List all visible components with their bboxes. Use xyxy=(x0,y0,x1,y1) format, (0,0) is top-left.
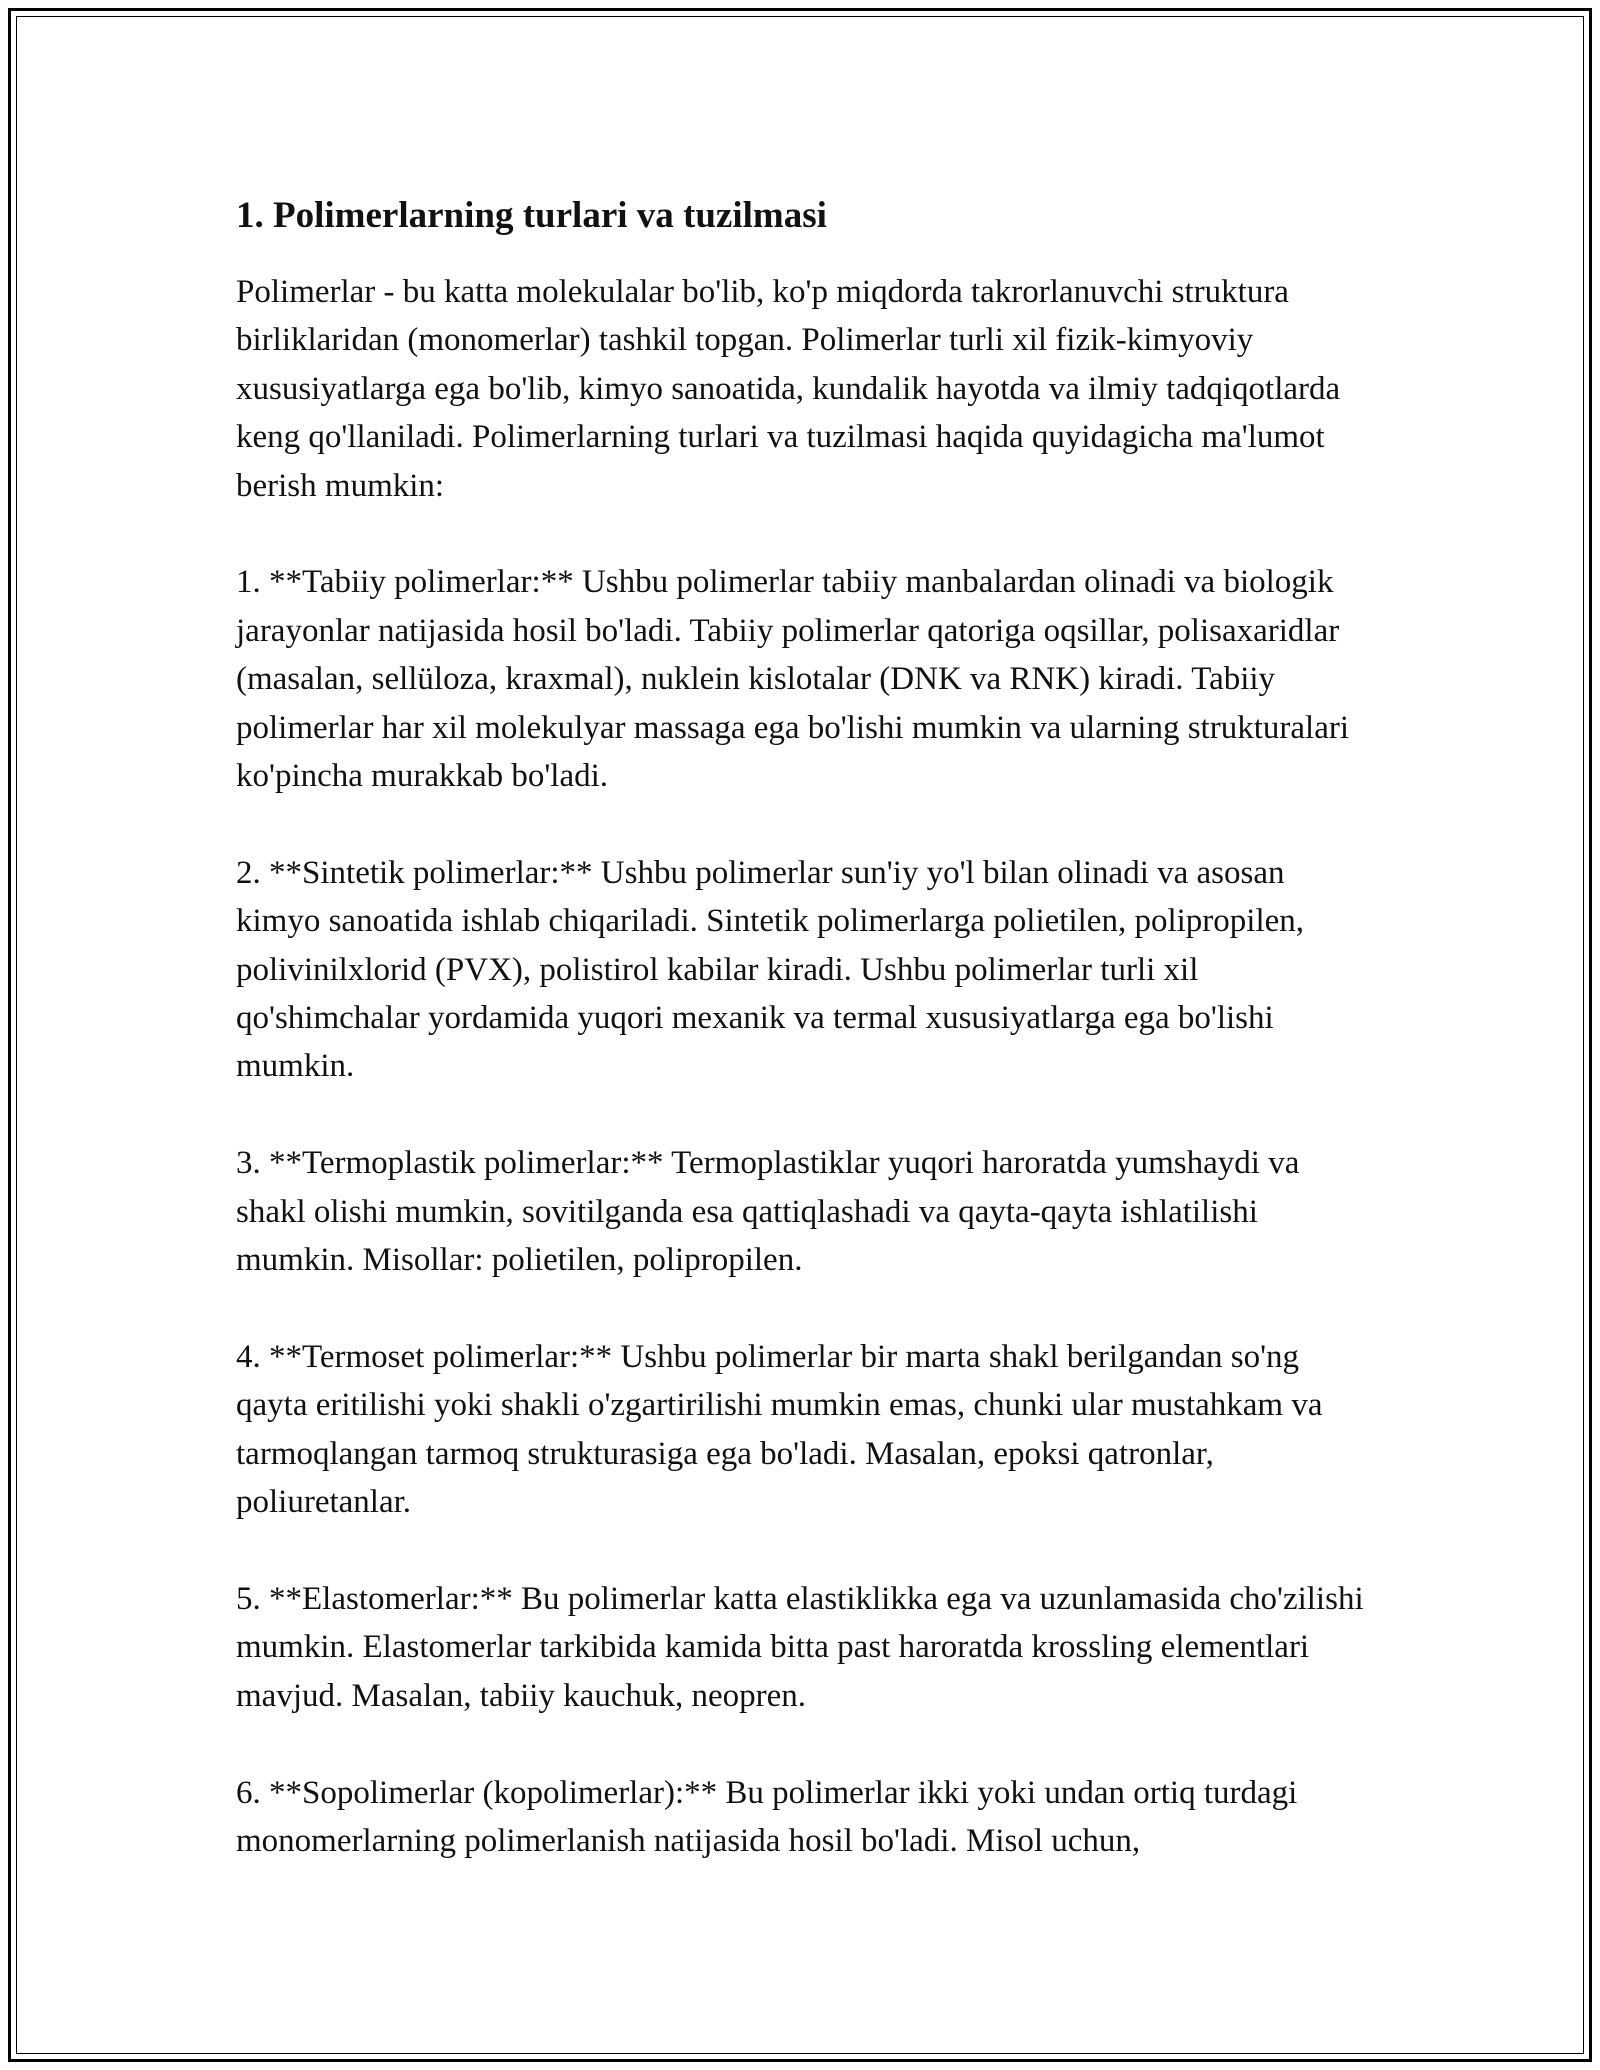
list-item-synthetic-polymers: 2. **Sintetik polimerlar:** Ushbu polimerlar sun'iy yo'l bilan olinadi va asosan kimyo sanoatida ishlab chiqariladi. Sintetik polimerlarga polietilen, polipropilen, polivinilxlorid (PVX), polistirol kabilar kiradi. Ushbu polimerlar turli xil qo'shimchalar yordamida yuqori mexanik va termal xususiyatlarga ega bo'lishi mumkin. xyxy=(236,854,1305,1085)
list-item-thermoplastic-polymers: 3. **Termoplastik polimerlar:** Termoplastiklar yuqori haroratda yumshaydi va shakl olishi mumkin, sovitilganda esa qattiqlashadi va qayta-qayta ishlatilishi mumkin. Misollar: polietilen, polipropilen. xyxy=(236,1145,1300,1279)
list-item-copolymers: 6. **Sopolimerlar (kopolimerlar):** Bu polimerlar ikki yoki undan ortiq turdagi monomerlarning polimerlanish natijasida hosil bo'ladi. Misol uchun, xyxy=(236,1774,1298,1859)
list-item-elastomers: 5. **Elastomerlar:** Bu polimerlar katta elastiklikka ega va uzunlamasida cho'zilishi mumkin. Elastomerlar tarkibida kamida bitta past haroratda krossling elementlari mavjud. Masalan, tabiiy kauchuk, neopren. xyxy=(236,1580,1364,1714)
document-body xyxy=(236,186,1376,1914)
list-item-natural-polymers: 1. **Tabiiy polimerlar:** Ushbu polimerlar tabiiy manbalardan olinadi va biologik jarayonlar natijasida hosil bo'ladi. Tabiiy polimerlar qatoriga oqsillar, polisaxaridlar (masalan, sellüloza, kraxmal), nuklein kislotalar (DNK va RNK) kiradi. Tabiiy polimerlar har xil molekulyar massaga ega bo'lishi mumkin va ularning strukturalari ko'pincha murakkab bo'ladi. xyxy=(236,564,1349,795)
list-item-thermoset-polymers: 4. **Termoset polimerlar:** Ushbu polimerlar bir marta shakl berilgandan so'ng qayta eritilishi yoki shakli o'zgartirilishi mumkin emas, chunki ular mustahkam va tarmoqlangan tarmoq strukturasiga ega bo'ladi. Masalan, epoksi qatronlar, poliuretanlar. xyxy=(236,1338,1323,1521)
intro-paragraph: Polimerlar - bu katta molekulalar bo'lib, ko'p miqdorda takrorlanuvchi struktura birliklaridan (monomerlar) tashkil topgan. Polimerlar turli xil fizik-kimyoviy xususiyatlarga ega bo'lib, kimyo sanoatida, kundalik hayotda va ilmiy tadqiqotlarda keng qo'llaniladi. Polimerlarning turlari va tuzilmasi haqida quyidagicha ma'lumot berish mumkin: xyxy=(236,274,1341,504)
section-heading: 1. Polimerlarning turlari va tuzilmasi xyxy=(236,195,827,236)
